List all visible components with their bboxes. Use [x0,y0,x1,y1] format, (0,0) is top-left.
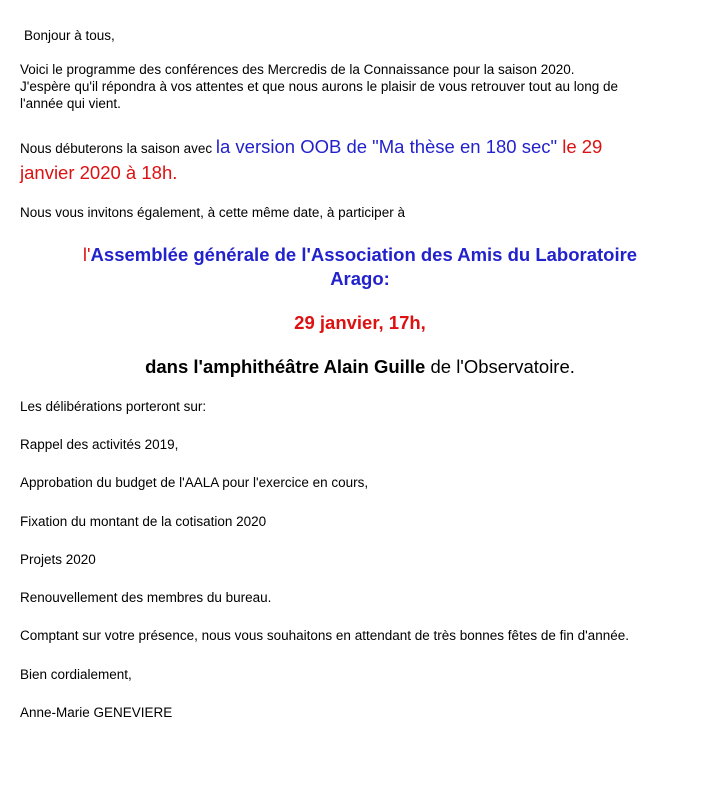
intro-line-1: Voici le programme des conférences des Mercredis de la Connaissance pour la saison 2020. [20,62,575,77]
greeting: Bonjour à tous, [24,28,115,43]
agenda-item: Projets 2020 [20,552,96,567]
assembly-title-line-2: Arago: [330,268,390,289]
agenda-item: Approbation du budget de l'AALA pour l'exercice en cours, [20,475,369,490]
assembly-location-rest: de l'Observatoire. [425,356,575,377]
invitation-text: Nous vous invitons également, à cette même date, à participer à [20,205,405,220]
assembly-date: 29 janvier, 17h, [294,312,426,333]
intro-paragraph [20,61,700,112]
assembly-title-text-1: Assemblée générale de l'Association des Amis du Laboratoire [90,244,638,265]
season-start-date-2: janvier 2020 à 18h. [20,162,178,183]
agenda-item: Renouvellement des membres du bureau. [20,590,272,605]
sign-off: Bien cordialement, [20,667,132,682]
agenda-item: Fixation du montant de la cotisation 2020 [20,514,267,529]
assembly-apostrophe: l' [82,244,91,265]
season-start-event: la version OOB de "Ma thèse en 180 sec" [215,136,558,157]
agenda-item: Rappel des activités 2019, [20,437,179,452]
intro-line-2: J'espère qu'il répondra à vos attentes et que nous aurons le plaisir de vous retrouver tout au long de [20,79,619,94]
closing-text: Comptant sur votre présence, nous vous souhaitons en attendant de très bonnes fêtes de fin d'année. [20,628,629,643]
season-start-paragraph [20,135,710,187]
signature: Anne-Marie GENEVIERE [20,705,173,720]
deliberations-intro: Les délibérations porteront sur: [20,399,207,414]
assembly-location [0,355,720,379]
intro-line-3: l'année qui vient. [20,96,121,111]
assembly-location-bold: dans l'amphithéâtre Alain Guille [145,356,426,377]
assembly-title-line-1 [0,243,720,267]
season-start-prefix: Nous débuterons la saison avec [20,141,216,156]
season-start-date-1: le 29 [557,136,603,157]
